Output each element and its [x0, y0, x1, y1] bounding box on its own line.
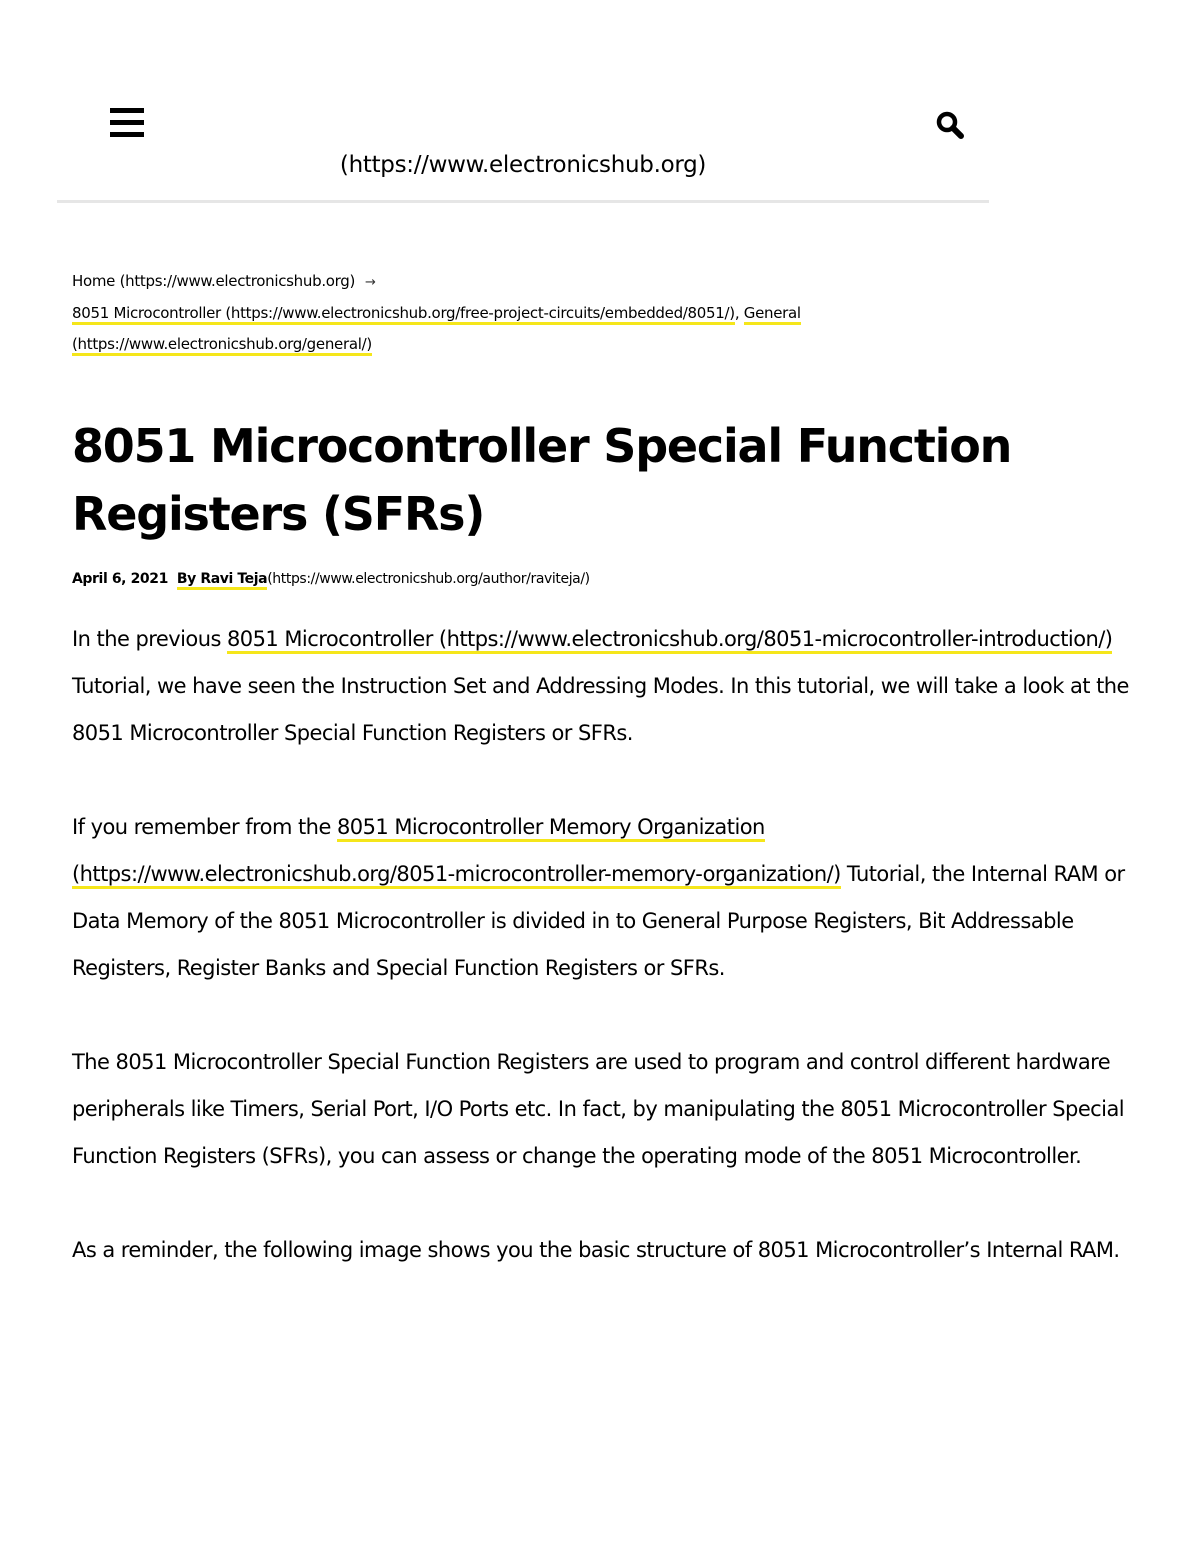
site-logo-link[interactable]: (https://www.electronicshub.org): [339, 152, 707, 178]
memory-organization-link[interactable]: 8051 Microcontroller Memory Organization (https://www.electronicshub.org/8051-microcontroller-memory-organization/): [72, 815, 841, 889]
search-icon[interactable]: [935, 110, 965, 140]
breadcrumb-category-general-link[interactable]: General: [744, 304, 801, 325]
paragraph-reminder: As a reminder, the following image shows you the basic structure of 8051 Microcontroller’s Internal RAM.: [72, 1238, 1120, 1262]
publish-date: April 6, 2021: [72, 571, 168, 587]
article-meta: [72, 567, 590, 591]
author-link[interactable]: By Ravi Teja: [177, 571, 267, 590]
breadcrumb-category-8051-link[interactable]: 8051 Microcontroller (https://www.electronicshub.org/free-project-circuits/embedded/8051/): [72, 304, 735, 325]
breadcrumb-home-link[interactable]: Home (https://www.electronicshub.org): [72, 272, 356, 290]
paragraph-text: Tutorial, the Internal RAM or Data Memory of the 8051 Microcontroller is divided in to General Purpose Registers, Bit Addressable Registers, Register Banks and Special Function Registers or SFRs.: [72, 862, 1125, 980]
intro-tutorial-link[interactable]: 8051 Microcontroller (https://www.electronicshub.org/8051-microcontroller-introduction/): [227, 627, 1112, 654]
breadcrumb-arrow-icon: →: [365, 275, 376, 290]
paragraph-memory: [72, 804, 1152, 992]
breadcrumb-comma: ,: [734, 304, 740, 322]
article-body: [72, 616, 1152, 1321]
paragraph-sfr-usage: The 8051 Microcontroller Special Function Registers are used to program and control different hardware peripherals like Timers, Serial Port, I/O Ports etc. In fact, by manipulating the 8051 Microcontroller Special Function Registers (SFRs), you can assess or change the operating mode of the 8051 Microcontroller.: [72, 1050, 1125, 1168]
paragraph-intro: [72, 616, 1152, 757]
hamburger-menu-icon[interactable]: [110, 108, 144, 138]
author-url[interactable]: (https://www.electronicshub.org/author/raviteja/): [267, 571, 590, 587]
paragraph-text: In the previous: [72, 627, 227, 651]
breadcrumb: [72, 266, 1012, 360]
paragraph-text: If you remember from the: [72, 815, 337, 839]
article-title: 8051 Microcontroller Special Function Registers (SFRs): [72, 419, 1012, 541]
paragraph-text: Tutorial, we have seen the Instruction Set and Addressing Modes. In this tutorial, we will take a look at the 8051 Microcontroller Special Function Registers or SFRs.: [72, 674, 1129, 745]
site-header: [57, 0, 989, 203]
breadcrumb-category-general-url[interactable]: (https://www.electronicshub.org/general/): [72, 335, 372, 356]
